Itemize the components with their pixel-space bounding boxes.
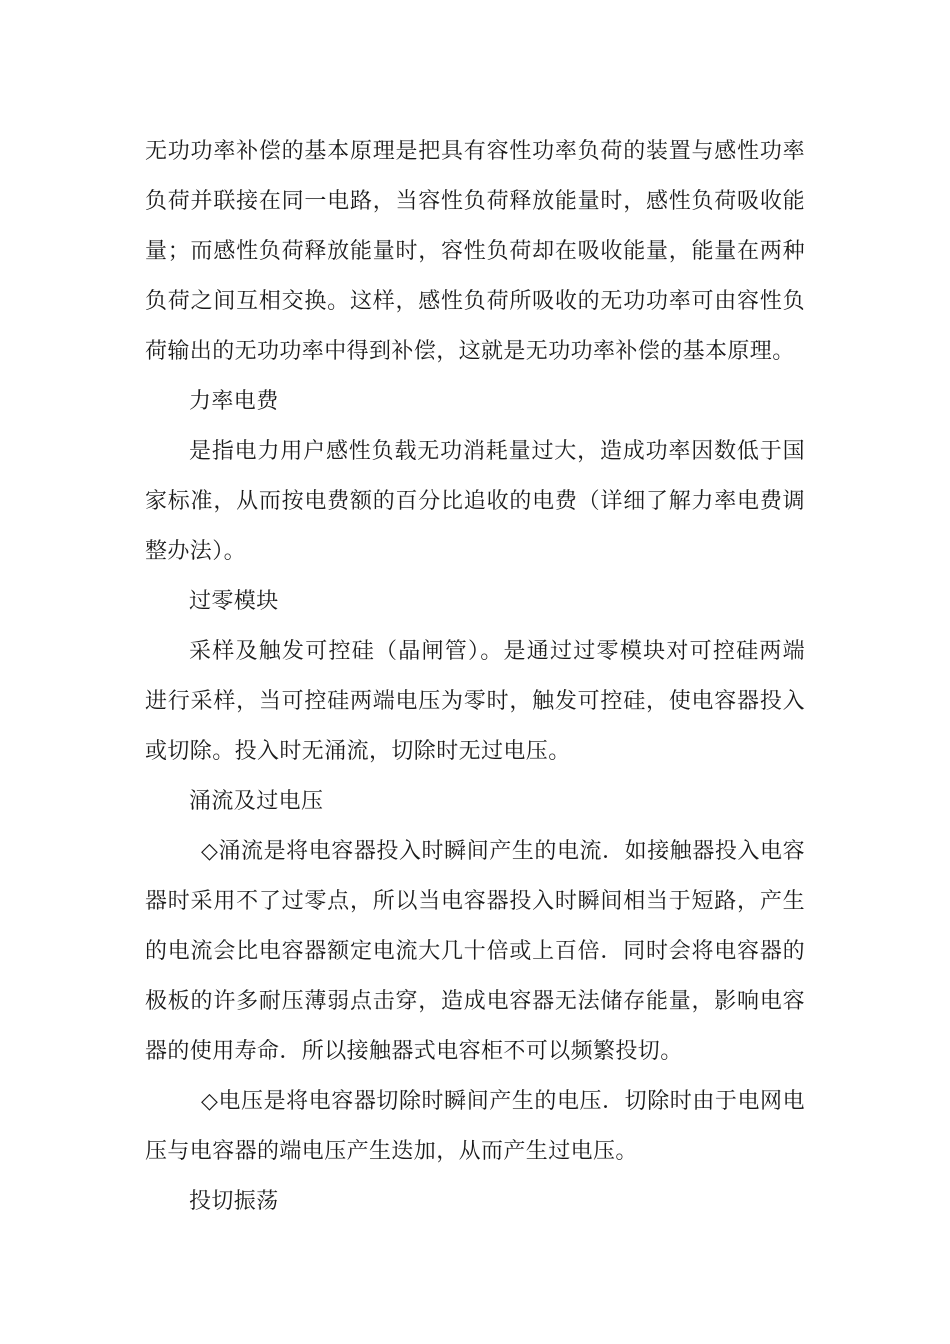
- paragraph-power-factor-fee: 是指电力用户感性负载无功消耗量过大，造成功率因数低于国家标准，从而按电费额的百分比追收的电费（详细了解力率电费调整办法）。: [145, 439, 805, 564]
- heading-switching-oscillation: 投切振荡: [189, 1189, 279, 1214]
- paragraph-inrush-current: ◇涌流是将电容器投入时瞬间产生的电流．如接触器投入电容器时采用不了过零点，所以当电容器投入时瞬间相当于短路，产生的电流会比电容器额定电流大几十倍或上百倍．同时会将电容器的极板的许多耐压薄弱点击穿，造成电容器无法储存能量，影响电容器的使用寿命．所以接触器式电容柜不可以频繁投切。: [145, 839, 805, 1064]
- paragraph-zero-crossing-module: 采样及触发可控硅（晶闸管）。是通过过零模块对可控硅两端进行采样，当可控硅两端电压为零时，触发可控硅，使电容器投入或切除。投入时无涌流，切除时无过电压。: [145, 639, 805, 764]
- heading-power-factor-fee: 力率电费: [189, 389, 279, 414]
- paragraph-reactive-compensation-principle: 无功功率补偿的基本原理是把具有容性功率负荷的装置与感性功率负荷并联接在同一电路，当容性负荷释放能量时，感性负荷吸收能量；而感性负荷释放能量时，容性负荷却在吸收能量，能量在两种负荷之间互相交换。这样，感性负荷所吸收的无功功率可由容性负荷输出的无功功率中得到补偿，这就是无功功率补偿的基本原理。: [145, 139, 805, 364]
- heading-inrush-overvoltage: 涌流及过电压: [189, 789, 324, 814]
- document-body: [145, 127, 805, 1227]
- paragraph-overvoltage: ◇电压是将电容器切除时瞬间产生的电压．切除时由于电网电压与电容器的端电压产生迭加，从而产生过电压。: [145, 1089, 805, 1164]
- heading-zero-crossing-module: 过零模块: [189, 589, 279, 614]
